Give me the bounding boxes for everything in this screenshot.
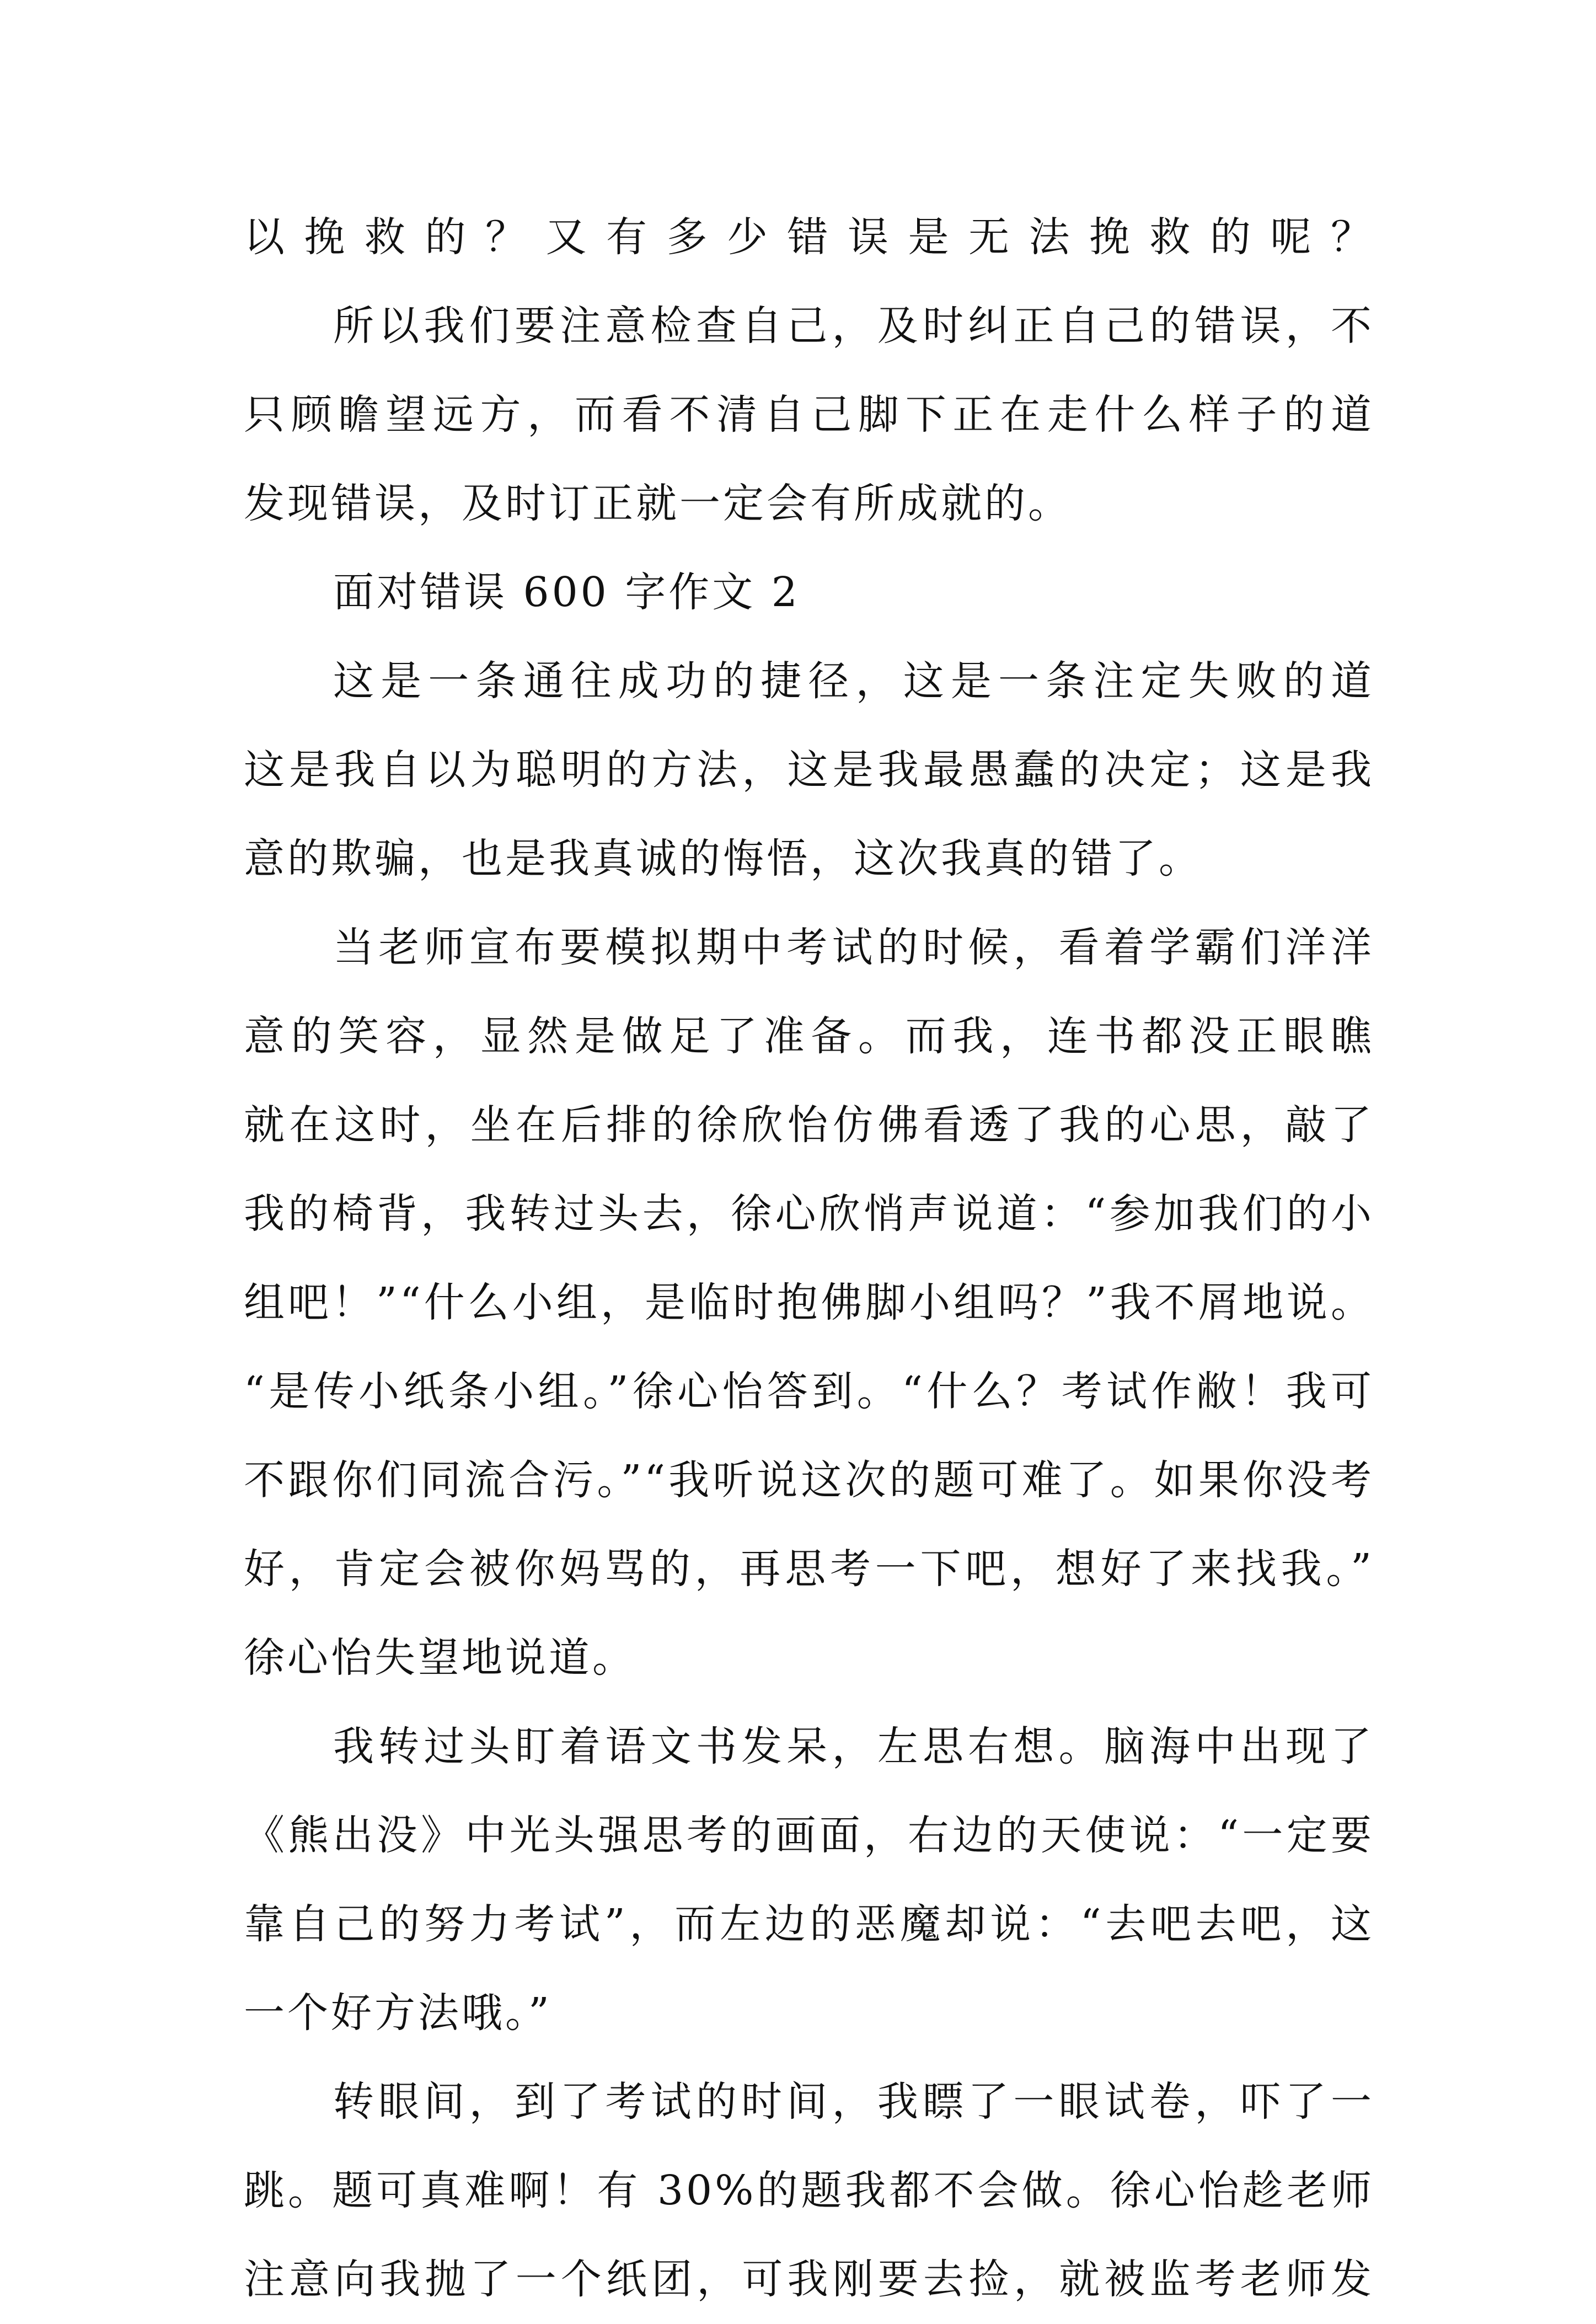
text-line: 注意向我抛了一个纸团，可我刚要去捡，就被监考老师发 bbox=[244, 2256, 1374, 2303]
text-line: 组吧！”“什么小组，是临时抱佛脚小组吗？”我不屑地说。 bbox=[244, 1279, 1374, 1326]
text-line: 《熊出没》中光头强思考的画面，右边的天使说：“一定要 bbox=[244, 1812, 1374, 1859]
text-line: 这是我自以为聪明的方法，这是我最愚蠢的决定；这是我 bbox=[244, 746, 1374, 794]
paragraph-first-line: 所以我们要注意检查自己，及时纠正自己的错误，不 bbox=[333, 302, 1374, 350]
text-line: 意的欺骗，也是我真诚的悔悟，这次我真的错了。 bbox=[244, 835, 1202, 882]
text-line: 跳。题可真难啊！有 30%的题我都不会做。徐心怡趁老师 bbox=[244, 2167, 1374, 2214]
text-line: 只顾瞻望远方，而看不清自己脚下正在走什么样子的道 bbox=[244, 391, 1374, 438]
text-line: 意的笑容，显然是做足了准备。而我，连书都没正眼瞧 bbox=[244, 1013, 1374, 1060]
paragraph-first-line: 我转过头盯着语文书发呆，左思右想。脑海中出现了 bbox=[333, 1723, 1374, 1770]
text-line: 好，肯定会被你妈骂的，再思考一下吧，想好了来找我。” bbox=[244, 1545, 1374, 1593]
text-line: “是传小纸条小组。”徐心怡答到。“什么？考试作敝！我可 bbox=[244, 1368, 1374, 1415]
paragraph-first-line: 当老师宣布要模拟期中考试的时候，看着学霸们洋洋 bbox=[333, 924, 1374, 971]
document-body bbox=[244, 193, 1374, 2324]
text-line: 靠自己的努力考试”，而左边的恶魔却说：“去吧去吧，这 bbox=[244, 1900, 1374, 1948]
text-line: 发现错误，及时订正就一定会有所成就的。 bbox=[244, 480, 1072, 527]
paragraph-first-line: 转眼间，到了考试的时间，我瞟了一眼试卷，吓了一 bbox=[333, 2078, 1374, 2125]
text-line: 我的椅背，我转过头去，徐心欣悄声说道：“参加我们的小 bbox=[244, 1190, 1374, 1238]
text-line: 不跟你们同流合污。”“我听说这次的题可难了。如果你没考 bbox=[244, 1456, 1374, 1504]
text-line: 以挽救的？又有多少错误是无法挽救的呢？ bbox=[244, 213, 1374, 261]
text-line: 一个好方法哦。” bbox=[244, 1989, 552, 2037]
text-line: 徐心怡失望地说道。 bbox=[244, 1634, 636, 1682]
text-line: 就在这时，坐在后排的徐欣怡仿佛看透了我的心思，敲了 bbox=[244, 1101, 1374, 1149]
section-heading: 面对错误 600 字作文 2 bbox=[333, 569, 800, 616]
paragraph-first-line: 这是一条通往成功的捷径，这是一条注定失败的道 bbox=[333, 657, 1374, 705]
